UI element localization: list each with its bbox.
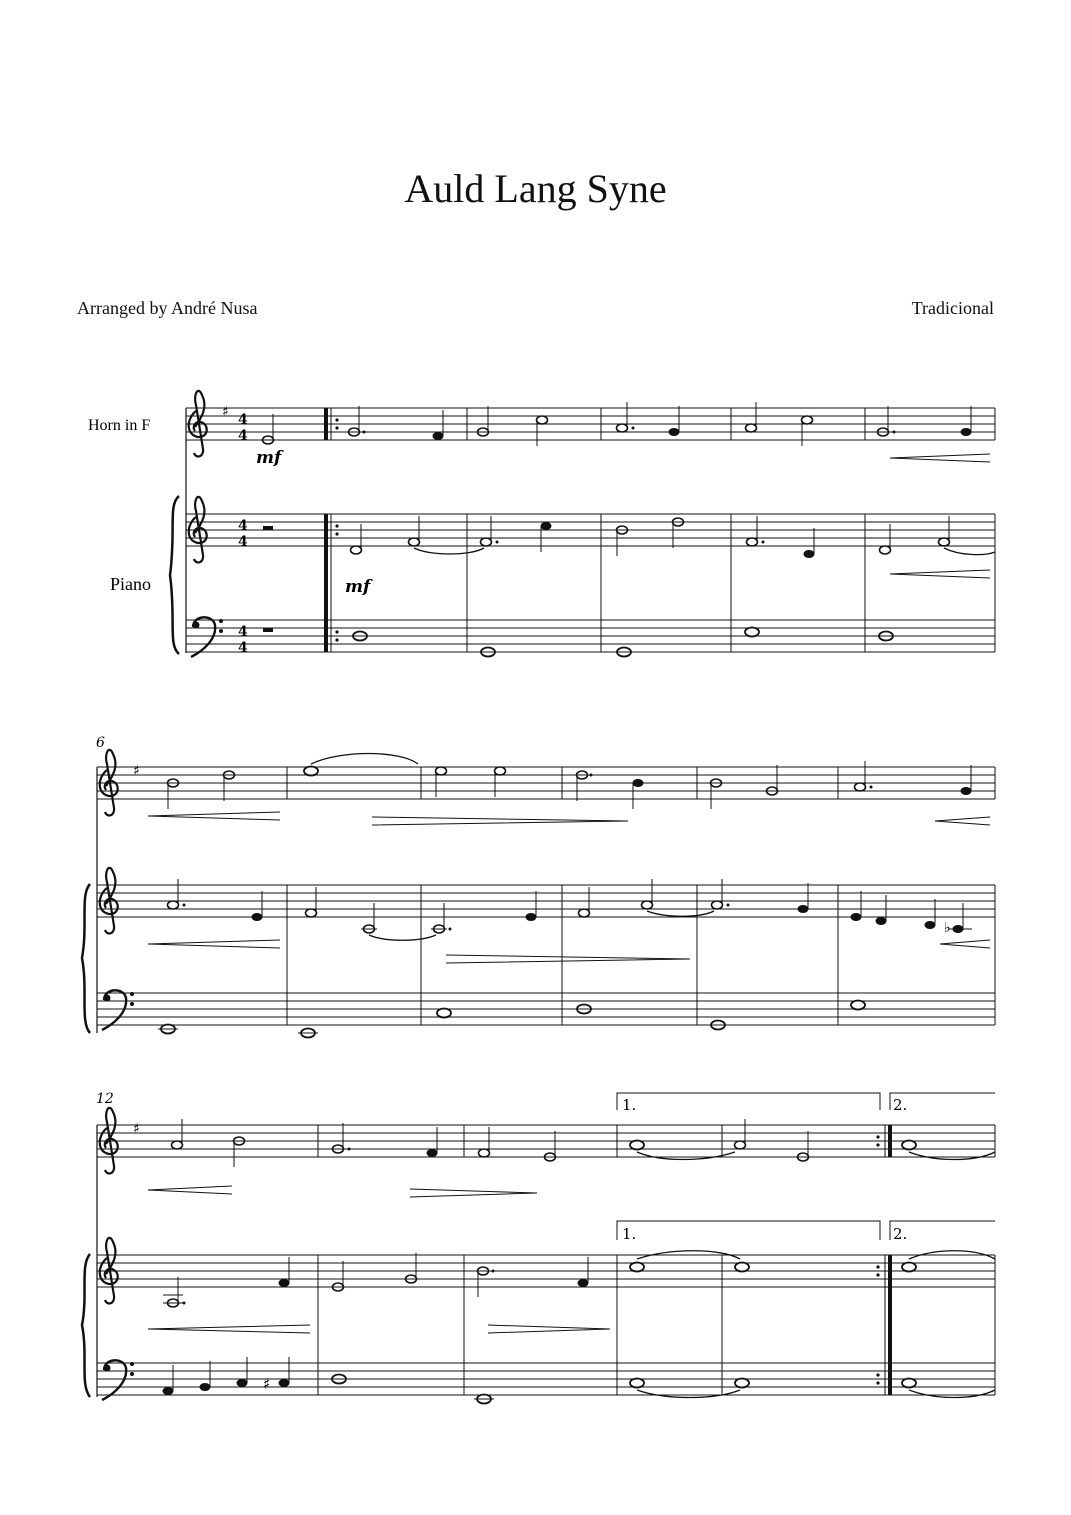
svg-text:4: 4 [238, 412, 248, 428]
piano-lh-notes-2 [158, 1001, 865, 1038]
volta-1-horn: 1. [622, 1096, 637, 1114]
svg-text:4: 4 [238, 624, 248, 640]
measure-number-12: 12 [96, 1091, 114, 1107]
system-3 [82, 1091, 995, 1404]
dynamic-mf-horn: mf [256, 448, 282, 468]
svg-text:4: 4 [238, 428, 248, 444]
staff-piano-lh-1 [186, 620, 995, 652]
piano-rh-notes-2 [168, 879, 973, 940]
svg-text:4: 4 [238, 518, 248, 534]
svg-text:♭: ♭ [944, 920, 951, 936]
arranger-credit: Arranged by André Nusa [77, 298, 258, 318]
svg-text:4: 4 [238, 534, 248, 550]
staff-horn-1 [186, 408, 995, 440]
svg-text:♯: ♯ [263, 1375, 271, 1393]
svg-text:♯: ♯ [222, 404, 229, 420]
staff-piano-rh-1 [186, 514, 995, 546]
volta-1-piano: 1. [622, 1225, 637, 1243]
svg-text:♯: ♯ [133, 763, 140, 779]
horn-notes-2 [168, 754, 972, 810]
volta-2-piano: 2. [893, 1225, 908, 1243]
piano-brace [170, 496, 179, 654]
repeat-end [885, 1125, 890, 1395]
horn-notes-3 [172, 1119, 996, 1167]
system-2 [82, 735, 995, 1038]
score-title: Auld Lang Syne [404, 166, 667, 211]
volta-2-horn: 2. [893, 1096, 908, 1114]
piano-lh-notes-3 [163, 1357, 996, 1404]
bass-clef [191, 617, 223, 657]
system-1 [88, 391, 995, 657]
volta-brackets [617, 1093, 995, 1240]
svg-text:4: 4 [238, 640, 248, 656]
instrument-label-horn: Horn in F [88, 417, 151, 434]
dynamic-mf-piano: mf [345, 577, 371, 597]
svg-text:♯: ♯ [133, 1121, 140, 1137]
composer-credit: Tradicional [911, 298, 994, 318]
measure-number-6: 6 [96, 735, 105, 751]
instrument-label-piano: Piano [110, 574, 152, 594]
